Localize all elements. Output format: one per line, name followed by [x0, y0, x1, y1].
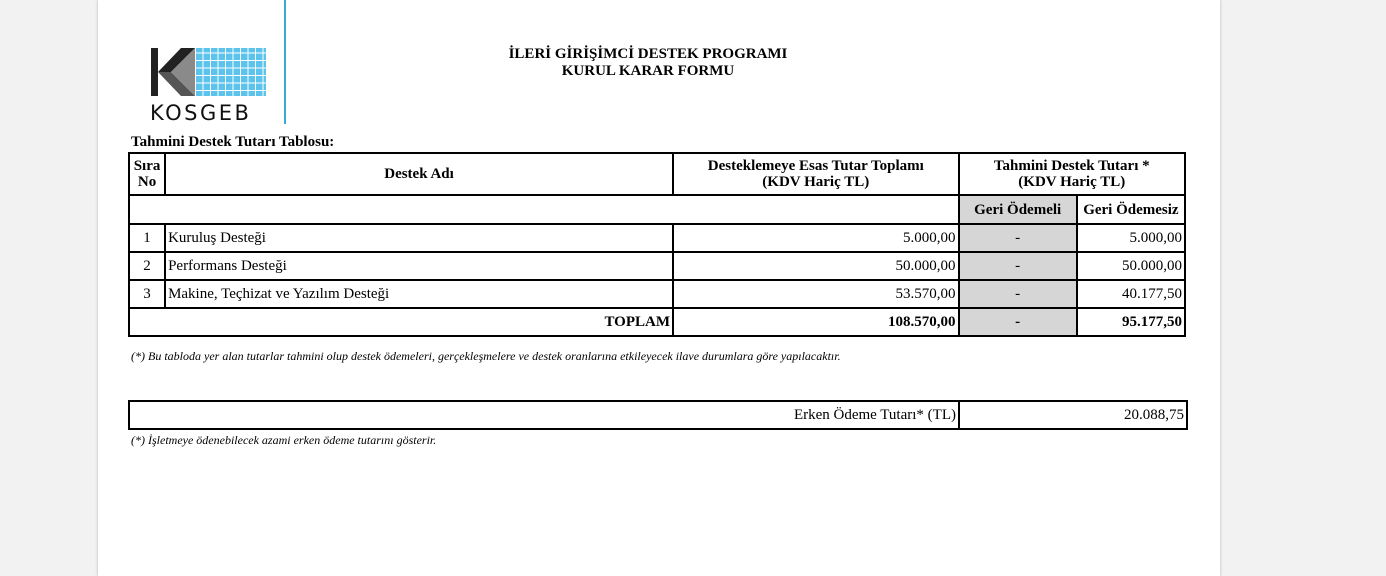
logo-text: KOSGEB: [150, 101, 252, 125]
early-payment-footnote: (*) İşletmeye ödenebilecek azami erken ödeme tutarını gösterir.: [131, 433, 437, 447]
header-destek-adi: Destek Adı: [165, 153, 673, 195]
title-line-1: İLERİ GİRİŞİMCİ DESTEK PROGRAMI: [508, 46, 788, 62]
table-row: 2 Performans Desteği 50.000,00 - 50.000,00: [129, 252, 1185, 280]
table-footnote: (*) Bu tabloda yer alan tutarlar tahmini olup destek ödemeleri, gerçekleşmelere ve destek oranlarına etkileyecek ilave durumlara göre yapılacaktır.: [131, 349, 841, 363]
early-payment-value: 20.088,75: [959, 401, 1187, 429]
early-payment-label: Erken Ödeme Tutarı* (TL): [129, 401, 959, 429]
page-title: [488, 46, 808, 80]
total-esas: 108.570,00: [673, 308, 959, 336]
table-total-row: [129, 308, 1185, 336]
early-payment-row: [129, 401, 1187, 429]
table-row: 3 Makine, Teçhizat ve Yazılım Desteği 53.570,00 - 40.177,50: [129, 280, 1185, 308]
logo-divider: [284, 0, 286, 124]
table-subheader-row: [129, 195, 1185, 224]
total-geri-odemeli: -: [959, 308, 1077, 336]
total-geri-odemesiz: 95.177,50: [1077, 308, 1185, 336]
subheader-empty: [129, 195, 959, 224]
total-label: TOPLAM: [129, 308, 673, 336]
header-esas-tutar: Desteklemeye Esas Tutar Toplamı (KDV Hariç TL): [673, 153, 959, 195]
header-sira-no: Sıra No: [129, 153, 165, 195]
header-geri-odemeli: Geri Ödemeli: [959, 195, 1077, 224]
table-header-row: [129, 153, 1185, 195]
table-row: 1 Kuruluş Desteği 5.000,00 - 5.000,00: [129, 224, 1185, 252]
table-caption: Tahmini Destek Tutarı Tablosu:: [131, 134, 335, 150]
document-page: [98, 0, 1220, 576]
header-tahmini-destek: Tahmini Destek Tutarı * (KDV Hariç TL): [959, 153, 1185, 195]
header-geri-odemesiz: Geri Ödemesiz: [1077, 195, 1185, 224]
early-payment-table: [128, 400, 1188, 430]
title-line-2: KURUL KARAR FORMU: [561, 63, 735, 79]
support-table: [128, 152, 1186, 337]
